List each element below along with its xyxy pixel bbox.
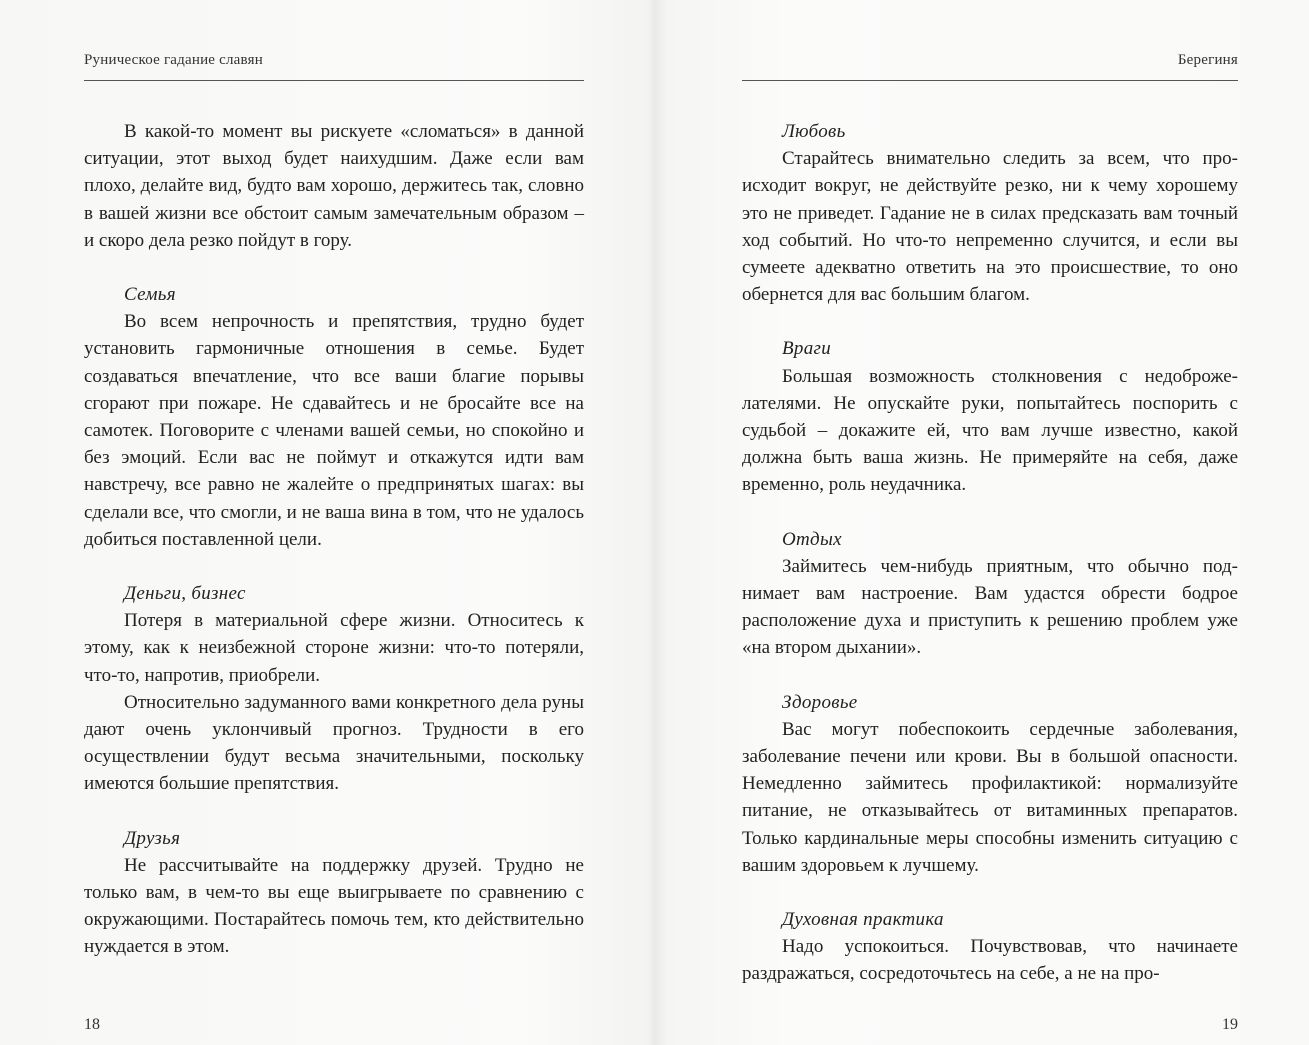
section-heading: Враги [782,338,832,360]
section-heading: Любовь [782,121,846,142]
paragraph: В какой-то момент вы рискуете «сломаться» в данной ситуации, этот выход будет наихудшим. Даже если вам плохо, делайте вид, будто вам хорошо, держитесь так, словно в вашей жизни все обстоит самым замечательным образом – и скоро дела резко пойдут в гору. [84,121,584,251]
page-number-right: 19 [1222,1016,1238,1033]
paragraph: Вас могут побеспокоить сердечные заболевания, заболевание печени или крови. Вы в большой опасности. Немедленно займитесь профилактикой: нормализуйте питание, не отказывайтесь от витаминных препаратов. Только кардинальные меры способны изменить ситуацию с вашим здоровьем к лучшему. [742,718,1238,876]
paragraph: Не рассчитывайте на поддержку друзей. Трудно не только вам, в чем-то вы еще выигрываете по сравнению с окружающими. Постарайтесь помочь тем, кто действительно нуждается в этом. [84,854,584,958]
section-money [84,580,584,798]
section-friends [84,825,584,961]
page-number-left: 18 [84,1016,100,1033]
section-family [84,281,584,553]
paragraph: Потеря в материальной сфере жизни. Относитесь к этому, как к неизбежной стороне жизни: что-то потеряли, что-то, напротив, приобрели. [84,610,584,686]
header-rule-left [84,80,584,81]
section-love [742,118,1238,308]
right-page [742,0,1238,1045]
right-page-body [742,118,1238,1015]
section-heading: Друзья [124,827,181,849]
paragraph: Займитесь чем-нибудь приятным, что обычно поднимает вам настроение. Вам удастся обрести бодрое расположение духа и приступить к решению проблем уже «на втором дыхании». [742,555,1238,659]
section-health [742,689,1238,879]
paragraph: Старайтесь внимательно следить за всем, что происходит вокруг, не действуйте резко, ни к чему хорошему это не приведет. Гадание не в силах предсказать вам точный ход событий. Но что-то непременно случится, и если вы сумеете адекватно ответить на это происшествие, то оно обернется для вас большим благом. [742,148,1238,306]
section-enemies [742,335,1238,498]
paragraph: Во всем непрочность и препятствия, трудно будет установить гармоничные отношения в семье. Будет создаваться впечатление, что все ваши благие порывы сгорают при пожаре. Не сдавайтесь и не бросайте все на самотек. Поговорите с членами вашей семьи, но спокойно и без эмоций. Если вас не поймут и откажутся идти вам навстречу, все равно не жалейте о предпринятых шагах: вы сделали все, что смогли, и не ваша вина в том, что не удалось добиться поставленной цели. [84,311,584,550]
paragraph: Относительно задуманного вами конкретного дела руны дают очень уклончивый прогноз. Трудности в его осуществлении будут весьма значительными, поскольку имеются большие препятствия. [84,691,584,795]
section-heading: Деньги, бизнес [124,583,246,605]
section-heading: Духовная практика [782,909,944,931]
running-head-right: Берегиня [1177,52,1238,68]
section-spiritual-practice [742,906,1238,988]
paragraph: Надо успокоиться. Почувствовав, что начинаете раздражаться, сосредоточьтесь на себе, а не на про- [742,936,1238,985]
section-rest [742,526,1238,662]
paragraph: Большая возможность столкновения с недоброжелателями. Не опускайте руки, попытайтесь поспорить с судьбой – докажите ей, что вам лучше известно, какой должна быть ваша жизнь. Не примеряйте на себя, даже временно, роль неудачника. [742,365,1238,496]
section-heading: Отдых [782,528,842,550]
left-page-body [84,118,584,988]
section-heading: Семья [124,284,176,306]
header-rule-right [742,80,1238,81]
running-head-left: Руническое гадание славян [84,52,263,68]
section-heading: Здоровье [782,691,858,713]
section-intro [84,118,584,254]
left-page [84,0,584,1045]
